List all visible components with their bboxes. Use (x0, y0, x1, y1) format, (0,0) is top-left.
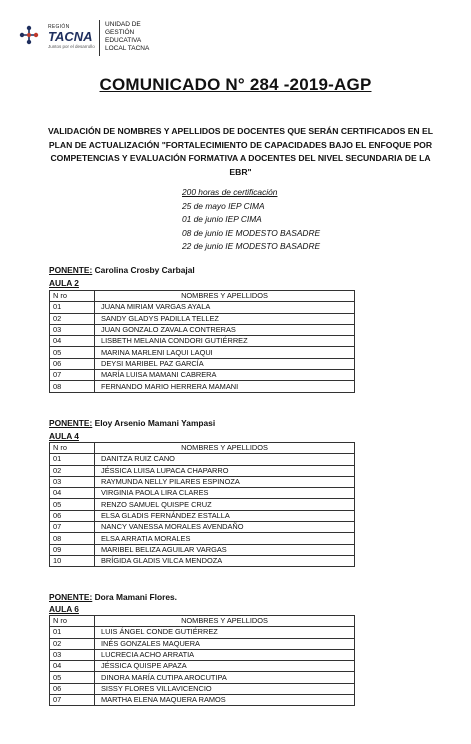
row-number: 06 (50, 683, 95, 694)
table-row (50, 661, 355, 672)
row-number: 07 (50, 522, 95, 533)
table-row (50, 627, 355, 638)
ponente-label: PONENTE: (49, 418, 93, 428)
unit-line: LOCAL TACNA (105, 45, 150, 52)
row-number: 02 (50, 465, 95, 476)
unit-name (105, 21, 149, 53)
row-number: 06 (50, 358, 95, 369)
row-number: 10 (50, 555, 95, 566)
schedule-hours: 200 horas de certificación (182, 187, 278, 197)
ponente-name: Carolina Crosby Carbajal (94, 265, 195, 275)
logo-region-text: REGIÓN (48, 24, 70, 30)
row-number: 08 (50, 381, 95, 392)
row-number: 01 (50, 302, 95, 313)
aula-label: AULA 4 (49, 431, 79, 441)
row-number: 04 (50, 661, 95, 672)
table-row (50, 370, 355, 381)
teacher-name: MARÍA LUISA MAMANI CABRERA (95, 370, 355, 381)
table-row (50, 324, 355, 335)
row-number: 03 (50, 476, 95, 487)
region-logo-icon (18, 24, 40, 46)
teacher-name: VIRGINIA PAOLA LIRA CLARES (95, 488, 355, 499)
table-row (50, 672, 355, 683)
table-row (50, 499, 355, 510)
row-number: 05 (50, 672, 95, 683)
table-row (50, 649, 355, 660)
column-header-nro: N ro (50, 616, 95, 627)
ponente-line (49, 265, 195, 275)
logo-tagline: Juntos por el desarrollo (48, 44, 95, 49)
teacher-name: ELSA ARRATIA MORALES (95, 533, 355, 544)
table-row (50, 358, 355, 369)
roster-table (49, 442, 355, 567)
ponente-label: PONENTE: (49, 592, 93, 602)
ponente-name: Eloy Arsenio Mamani Yampasi (94, 418, 216, 428)
teacher-name: MARTHA ELENA MAQUERA RAMOS (95, 695, 355, 706)
ponente-line (49, 592, 177, 602)
teacher-name: JÉSSICA QUISPE APAZA (95, 661, 355, 672)
row-number: 03 (50, 324, 95, 335)
unit-line: GESTIÓN (105, 29, 135, 36)
teacher-name: INÉS GONZALES MAQUERA (95, 638, 355, 649)
teacher-name: SANDY GLADYS PADILLA TELLEZ (95, 313, 355, 324)
column-header-nro: N ro (50, 443, 95, 454)
teacher-name: DEYSI MARIBEL PAZ GARCÍA (95, 358, 355, 369)
teacher-name: JUAN GONZALO ZAVALA CONTRERAS (95, 324, 355, 335)
row-number: 02 (50, 313, 95, 324)
table-row (50, 695, 355, 706)
row-number: 08 (50, 533, 95, 544)
unit-line: EDUCATIVA (105, 37, 142, 44)
schedule-date: 08 de junio IE MODESTO BASADRE (182, 227, 321, 238)
schedule-date: 01 de junio IEP CIMA (182, 214, 262, 224)
teacher-name: LUIS ÁNGEL CONDE GUTIÉRREZ (95, 627, 355, 638)
unit-line: UNIDAD DE (105, 21, 141, 28)
teacher-name: LUCRECIA ACHO ARRATIA (95, 649, 355, 660)
column-header-name: NOMBRES Y APELLIDOS (95, 616, 355, 627)
schedule-date: 22 de junio IE MODESTO BASADRE (182, 241, 321, 251)
aula-label: AULA 2 (49, 278, 79, 288)
table-row (50, 683, 355, 694)
teacher-name: DANITZA RUIZ CANO (95, 454, 355, 465)
table-row (50, 302, 355, 313)
row-number: 05 (50, 347, 95, 358)
row-number: 06 (50, 510, 95, 521)
row-number: 04 (50, 488, 95, 499)
teacher-name: SISSY FLORES VILLAVICENCIO (95, 683, 355, 694)
table-row (50, 476, 355, 487)
row-number: 07 (50, 695, 95, 706)
teacher-name: JÉSSICA LUISA LUPACA CHAPARRO (95, 465, 355, 476)
table-row (50, 555, 355, 566)
table-row (50, 465, 355, 476)
column-header-nro: N ro (50, 291, 95, 302)
row-number: 01 (50, 454, 95, 465)
table-row (50, 533, 355, 544)
table-header-row (50, 443, 355, 454)
teacher-name: LISBETH MELANIA CONDORI GUTIÉRREZ (95, 336, 355, 347)
teacher-name: DINORA MARÍA CUTIPA AROCUTIPA (95, 672, 355, 683)
teacher-name: BRÍGIDA GLADIS VILCA MENDOZA (95, 555, 355, 566)
teacher-name: NANCY VANESSA MORALES AVENDAÑO (95, 522, 355, 533)
table-row (50, 313, 355, 324)
teacher-name: MARIBEL BELIZA AGUILAR VARGAS (95, 544, 355, 555)
letterhead (18, 18, 318, 62)
table-row (50, 454, 355, 465)
teacher-name: FERNANDO MARIO HERRERA MAMANI (95, 381, 355, 392)
table-row (50, 522, 355, 533)
teacher-name: MARINA MARLENI LAQUI LAQUI (95, 347, 355, 358)
schedule (182, 186, 320, 254)
teacher-name: JUANA MIRIAM VARGAS AYALA (95, 302, 355, 313)
row-number: 05 (50, 499, 95, 510)
teacher-name: ELSA GLADIS FERNÁNDEZ ESTALLA (95, 510, 355, 521)
logo-name-text: TACNA (48, 29, 93, 44)
table-row (50, 381, 355, 392)
roster-table (49, 615, 355, 706)
row-number: 01 (50, 627, 95, 638)
row-number: 03 (50, 649, 95, 660)
row-number: 02 (50, 638, 95, 649)
table-row (50, 347, 355, 358)
table-row (50, 544, 355, 555)
ponente-name: Dora Mamani Flores. (94, 592, 177, 602)
table-row (50, 638, 355, 649)
row-number: 07 (50, 370, 95, 381)
table-row (50, 510, 355, 521)
ponente-label: PONENTE: (49, 265, 93, 275)
table-header-row (50, 616, 355, 627)
teacher-name: RAYMUNDA NELLY PILARES ESPINOZA (95, 476, 355, 487)
document-description: VALIDACIÓN DE NOMBRES Y APELLIDOS DE DOCENTES QUE SERÁN CERTIFICADOS EN EL PLAN DE ACTUALIZACIÓN "FORTALECIMIENTO DE CAPACIDADES BAJO EL ENFOQUE POR COMPETENCIAS Y EVALUACIÓN FORMATIVA A DOCENTES DEL NIVEL SECUNDARIA DE LA EBR" (48, 126, 434, 177)
schedule-date: 25 de mayo IEP CIMA (182, 200, 265, 211)
document-title: COMUNICADO N° 284 -2019-AGP (99, 75, 372, 94)
header-divider (99, 20, 100, 56)
table-header-row (50, 291, 355, 302)
ponente-line (49, 418, 215, 428)
roster-table (49, 290, 355, 393)
aula-label: AULA 6 (49, 604, 79, 614)
row-number: 04 (50, 336, 95, 347)
column-header-name: NOMBRES Y APELLIDOS (95, 291, 355, 302)
table-row (50, 336, 355, 347)
row-number: 09 (50, 544, 95, 555)
teacher-name: RENZO SAMUEL QUISPE CRUZ (95, 499, 355, 510)
table-row (50, 488, 355, 499)
column-header-name: NOMBRES Y APELLIDOS (95, 443, 355, 454)
